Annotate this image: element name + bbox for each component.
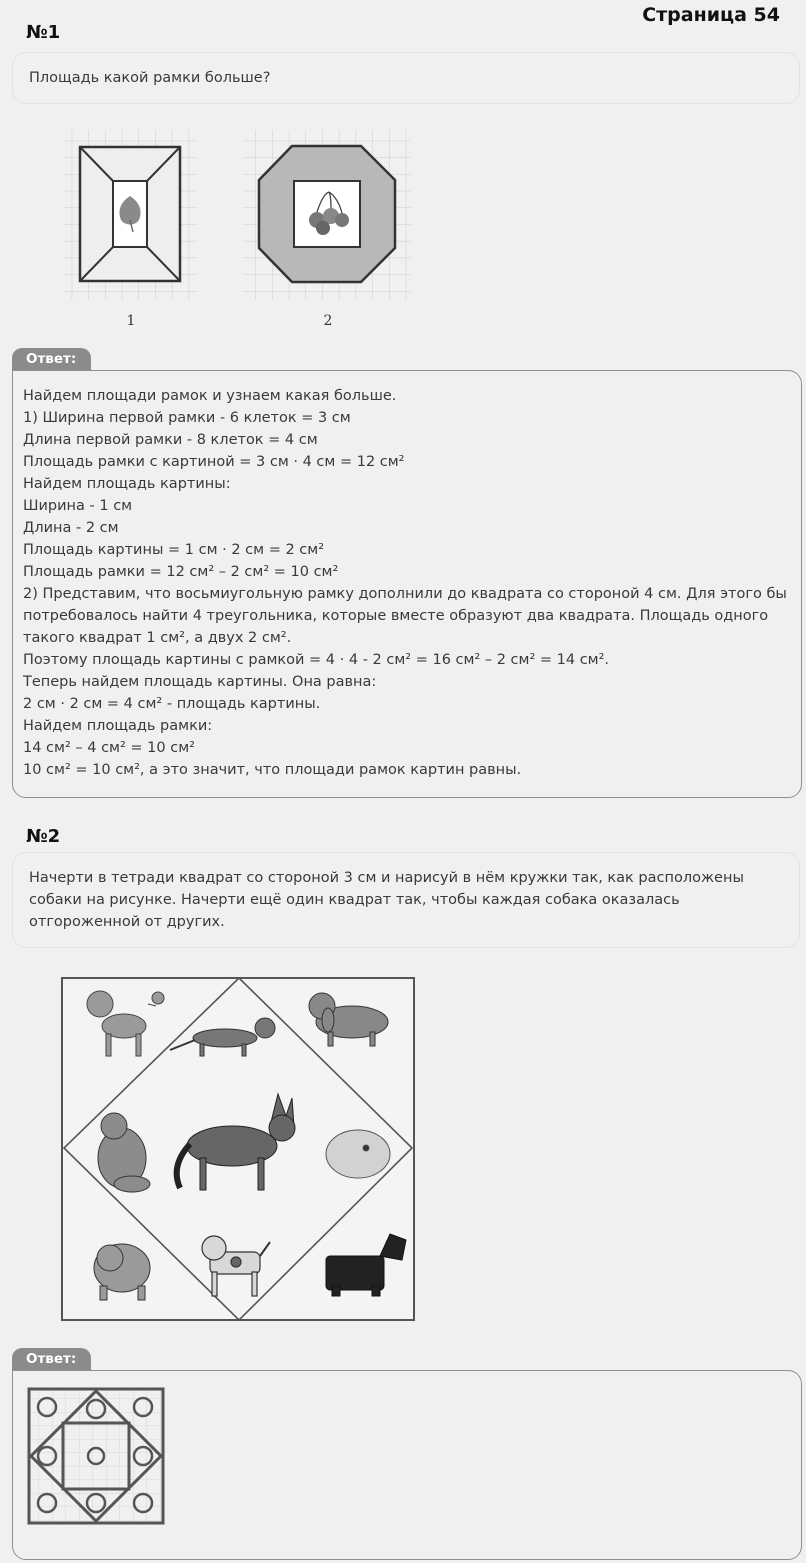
task2-question-box bbox=[12, 852, 800, 948]
task1-answer-line: Найдем площади рамок и узнаем какая больше. bbox=[23, 388, 397, 404]
task1-answer-box bbox=[12, 370, 802, 798]
task1-number: №1 bbox=[26, 22, 61, 43]
task1-figure bbox=[55, 124, 425, 334]
task1-answer-line: Ширина - 1 см bbox=[23, 498, 133, 514]
task2-question: Начерти в тетради квадрат со стороной 3 см и нарисуй в нём кружки так, как расположены собаки на рисунке. Начерти ещё один квадрат так, чтобы каждая собака оказалась отгороженной от других. bbox=[29, 870, 744, 930]
task1-answer-line: Площадь рамки = 12 см² – 2 см² = 10 см² bbox=[23, 564, 339, 580]
task2-answer-diagram bbox=[25, 1385, 185, 1545]
task1-answer-line: 2 см · 2 см = 4 см² - площадь картины. bbox=[23, 696, 321, 712]
task1-answer-line: 10 см² = 10 см², а это значит, что площади рамок картин равны. bbox=[23, 762, 522, 778]
task1-answer-line: 2) Представим, что восьмиугольную рамку дополнили до квадрата со стороной 4 см. Для этого бы потребовалось найти 4 треугольника, которые вместе образуют два квадрата. Площадь одного такого квадрат 1 см², а двух 2 см². bbox=[23, 586, 792, 646]
task1-answer-line: Теперь найдем площадь картины. Она равна: bbox=[23, 674, 377, 690]
figure1-label: 1 bbox=[126, 313, 136, 329]
page-label: Страница 54 bbox=[642, 4, 780, 26]
octagonal-frame bbox=[243, 130, 411, 300]
figure2-label: 2 bbox=[323, 313, 333, 329]
task1-answer-line: Длина первой рамки - 8 клеток = 4 см bbox=[23, 432, 318, 448]
task2-number: №2 bbox=[26, 826, 61, 847]
task1-answer-line: Поэтому площадь картины с рамкой = 4 · 4 - 2 см² = 16 см² – 2 см² = 14 см². bbox=[23, 652, 610, 668]
task1-answer-line: 1) Ширина первой рамки - 6 клеток = 3 см bbox=[23, 410, 351, 426]
task1-answer-line: 14 см² – 4 см² = 10 см² bbox=[23, 740, 195, 756]
task1-answer-line: Площадь рамки с картиной = 3 см · 4 см = 12 см² bbox=[23, 454, 405, 470]
task1-answer-line: Найдем площадь картины: bbox=[23, 476, 231, 492]
task1-answer-line: Площадь картины = 1 см · 2 см = 2 см² bbox=[23, 542, 325, 558]
task1-question: Площадь какой рамки больше? bbox=[29, 70, 271, 86]
task2-dogs-figure bbox=[60, 976, 416, 1322]
task1-question-box bbox=[12, 52, 800, 104]
task1-answer-line: Длина - 2 см bbox=[23, 520, 119, 536]
rectangular-frame bbox=[63, 130, 197, 300]
task1-answer-line: Найдем площадь рамки: bbox=[23, 718, 213, 734]
sheepdog-icon bbox=[326, 1130, 390, 1178]
task2-answer-tab: Ответ: bbox=[12, 1348, 91, 1370]
task2-answer-box bbox=[12, 1370, 802, 1560]
task1-answer-tab: Ответ: bbox=[12, 348, 91, 370]
bulldog-icon bbox=[94, 1244, 150, 1300]
